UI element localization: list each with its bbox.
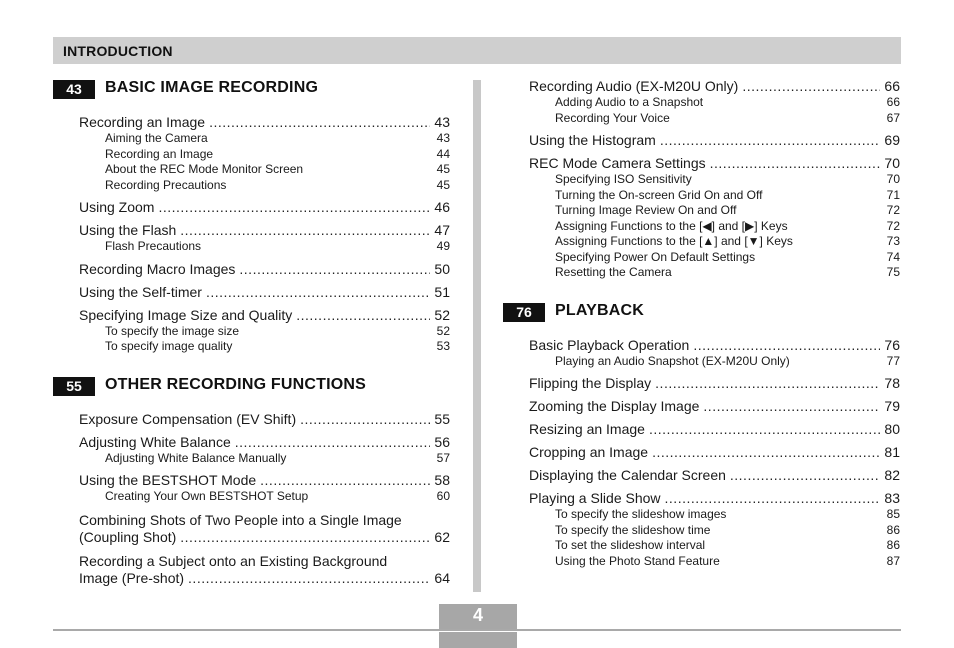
- toc-subentry-title: To specify the slideshow images: [555, 507, 727, 521]
- dot-leader: [710, 155, 881, 172]
- toc-right-column: [503, 78, 900, 569]
- dot-leader: [188, 570, 430, 587]
- toc-subentry-title: To specify the image size: [105, 323, 240, 338]
- toc-entry-page: 51: [434, 283, 450, 300]
- toc-subentry[interactable]: [79, 324, 450, 340]
- dot-leader: [652, 444, 880, 461]
- toc-left-column: [53, 78, 450, 587]
- dot-leader: [655, 375, 880, 392]
- section-number-badge: 55: [53, 377, 95, 396]
- toc-entry-row[interactable]: [79, 114, 450, 131]
- toc-entry[interactable]: [53, 411, 450, 428]
- toc-entry[interactable]: [503, 78, 900, 126]
- toc-subentry-title: Assigning Functions to the [▲] and [▼] Keys: [555, 234, 793, 248]
- toc-entry-title: Basic Playback Operation: [529, 336, 690, 353]
- toc-subentry[interactable]: [79, 147, 450, 163]
- dot-leader: [180, 529, 430, 546]
- toc-entry-row[interactable]: [79, 261, 450, 278]
- toc-subentry-title: Using the Photo Stand Feature: [555, 553, 720, 568]
- toc-subentry[interactable]: [79, 162, 450, 178]
- toc-subentry-page: 85: [886, 507, 900, 521]
- toc-subentry-title: To set the slideshow interval: [555, 538, 706, 552]
- toc-subentry-title: Specifying Power On Default Settings: [555, 249, 756, 264]
- toc-subentry-title: Playing an Audio Snapshot (EX-M20U Only): [555, 353, 790, 368]
- toc-entry[interactable]: [503, 467, 900, 484]
- dot-leader: [742, 78, 880, 95]
- toc-entry-title: (Coupling Shot): [79, 528, 177, 545]
- toc-entry[interactable]: [503, 132, 900, 149]
- section-number-badge: 43: [53, 80, 95, 99]
- toc-entry-title: Exposure Compensation (EV Shift): [79, 410, 297, 427]
- toc-entry-row[interactable]: [529, 337, 900, 354]
- toc-subentry-page: 71: [886, 187, 900, 202]
- dot-leader: [239, 261, 430, 278]
- dot-leader: [693, 337, 880, 354]
- toc-subentry[interactable]: [79, 339, 450, 355]
- toc-subentry-title: Flash Precautions: [105, 239, 202, 253]
- toc-subentry-title: About the REC Mode Monitor Screen: [105, 162, 304, 176]
- toc-entry[interactable]: [53, 552, 450, 587]
- toc-subentry-page: 57: [436, 450, 450, 465]
- toc-entry-row[interactable]: [79, 434, 450, 451]
- toc-entry-row[interactable]: [79, 529, 450, 546]
- toc-subentry-title: Turning Image Review On and Off: [555, 203, 737, 217]
- toc-entry-title: Using the BESTSHOT Mode: [79, 472, 257, 488]
- toc-entry[interactable]: [53, 511, 450, 546]
- toc-entry-page: 55: [434, 410, 450, 427]
- toc-entry-row[interactable]: [79, 472, 450, 489]
- section-title: OTHER RECORDING FUNCTIONS: [105, 375, 366, 393]
- toc-entry-title: Using the Histogram: [529, 132, 656, 148]
- column-divider: [473, 80, 481, 592]
- toc-entry[interactable]: [53, 472, 450, 505]
- toc-entry[interactable]: [503, 375, 900, 392]
- toc-entry[interactable]: [503, 444, 900, 461]
- toc-entry[interactable]: [53, 307, 450, 355]
- toc-entry-title: Adjusting White Balance: [79, 433, 231, 450]
- toc-entry[interactable]: [53, 261, 450, 278]
- toc-entry-row[interactable]: [79, 570, 450, 587]
- toc-entry[interactable]: [53, 222, 450, 255]
- toc-subentry[interactable]: [529, 250, 900, 266]
- section-title: BASIC IMAGE RECORDING: [105, 79, 319, 96]
- toc-subentry[interactable]: [79, 489, 450, 505]
- toc-entry[interactable]: [503, 398, 900, 415]
- toc-subentry-page: 87: [886, 553, 900, 568]
- toc-subentry-page: 72: [886, 218, 900, 233]
- toc-entry-title-line1: Recording a Subject onto an Existing Background: [79, 552, 388, 569]
- toc-subentry[interactable]: [529, 523, 900, 539]
- toc-entry-row[interactable]: [529, 132, 900, 149]
- toc-entry-page: 62: [434, 528, 450, 545]
- toc-subentry-title: To specify image quality: [105, 339, 233, 353]
- toc-entry-title: Displaying the Calendar Screen: [529, 467, 726, 483]
- section-spacer: [503, 281, 900, 301]
- toc-entry-row[interactable]: [529, 398, 900, 415]
- toc-subentry-page: 74: [886, 249, 900, 264]
- toc-subentry-page: 73: [886, 234, 900, 248]
- toc-entry-page: 66: [884, 78, 900, 94]
- toc-subentry[interactable]: [79, 131, 450, 147]
- toc-subentry-page: 86: [886, 522, 900, 537]
- section-title: PLAYBACK: [555, 301, 645, 319]
- toc-subentry-page: 43: [436, 131, 450, 145]
- dot-leader: [730, 467, 881, 484]
- dot-leader: [660, 132, 881, 149]
- toc-entry[interactable]: [503, 155, 900, 281]
- dot-leader: [206, 284, 430, 301]
- toc-subentry[interactable]: [529, 95, 900, 111]
- toc-entry-page: 58: [434, 472, 450, 488]
- dot-leader: [180, 222, 430, 239]
- toc-subentry-page: 77: [886, 353, 900, 368]
- toc-subentry-title: Adjusting White Balance Manually: [105, 450, 287, 465]
- toc-entry[interactable]: [53, 199, 450, 216]
- toc-entry[interactable]: [503, 421, 900, 438]
- section-spacer: [53, 355, 450, 375]
- page-number: 4: [472, 605, 483, 625]
- toc-subentry-title: Recording Precautions: [105, 177, 227, 192]
- toc-subentry-title: Recording Your Voice: [555, 110, 670, 125]
- toc-subentry-page: 72: [886, 203, 900, 217]
- toc-subentry[interactable]: [529, 538, 900, 554]
- toc-entry-page: 69: [884, 132, 900, 148]
- toc-subentry[interactable]: [529, 188, 900, 204]
- header-band: [53, 37, 901, 64]
- toc-entry-title: Using the Flash: [79, 222, 177, 238]
- toc-entry-title: Image (Pre-shot): [79, 569, 185, 586]
- toc-subentry-title: Resetting the Camera: [555, 265, 672, 279]
- dot-leader: [235, 434, 431, 451]
- page-number-box: [439, 604, 517, 644]
- toc-subentry-title: To specify the slideshow time: [555, 522, 711, 537]
- toc-subentry-page: 66: [886, 95, 900, 109]
- toc-subentry-title: Creating Your Own BESTSHOT Setup: [105, 489, 309, 503]
- toc-entry-title: Recording Audio (EX-M20U Only): [529, 78, 739, 94]
- toc-entry-page: 64: [434, 569, 450, 586]
- toc-subentry-page: 86: [886, 538, 900, 552]
- toc-entry-row[interactable]: [79, 222, 450, 239]
- toc-subentry[interactable]: [79, 178, 450, 194]
- toc-entry-title: REC Mode Camera Settings: [529, 155, 706, 171]
- toc-subentry[interactable]: [79, 451, 450, 467]
- toc-entry[interactable]: [53, 114, 450, 193]
- toc-subentry-page: 44: [436, 146, 450, 161]
- toc-entry[interactable]: [53, 284, 450, 301]
- toc-entry-page: 56: [434, 433, 450, 450]
- dot-leader: [209, 114, 430, 131]
- toc-subentry-page: 53: [436, 339, 450, 353]
- toc-entry-page: 47: [434, 222, 450, 238]
- toc-entry-title: Recording Macro Images: [79, 260, 236, 277]
- toc-subentry-page: 52: [436, 323, 450, 338]
- toc-entry-row[interactable]: [529, 444, 900, 461]
- toc-entry-row[interactable]: [79, 307, 450, 324]
- toc-subentry[interactable]: [529, 354, 900, 370]
- section-heading: [53, 78, 450, 100]
- toc-subentry-title: Turning the On-screen Grid On and Off: [555, 187, 763, 202]
- toc-entry-title: Resizing an Image: [529, 421, 645, 437]
- toc-entry-row[interactable]: [529, 375, 900, 392]
- toc-subentry[interactable]: [529, 203, 900, 219]
- toc-entry[interactable]: [53, 434, 450, 467]
- toc-entry-row[interactable]: [529, 467, 900, 484]
- dot-leader: [260, 472, 430, 489]
- toc-entry-page: 78: [884, 375, 900, 391]
- toc-entry-row[interactable]: [79, 284, 450, 301]
- toc-subentry-page: 75: [886, 265, 900, 279]
- dot-leader: [703, 398, 880, 415]
- toc-entry-title: Using the Self-timer: [79, 283, 202, 300]
- toc-entry-title: Zooming the Display Image: [529, 398, 700, 414]
- section-heading: [503, 301, 900, 323]
- toc-subentry[interactable]: [79, 239, 450, 255]
- dot-leader: [665, 490, 881, 507]
- toc-entry-title: Flipping the Display: [529, 375, 652, 391]
- toc-entry-title: Specifying Image Size and Quality: [79, 306, 293, 323]
- toc-entry-page: 46: [434, 199, 450, 215]
- toc-entry-title: Cropping an Image: [529, 444, 649, 460]
- dot-leader: [296, 307, 430, 324]
- toc-entry-page: 79: [884, 398, 900, 414]
- toc-subentry-title: Specifying ISO Sensitivity: [555, 172, 692, 186]
- toc-entry[interactable]: [503, 337, 900, 370]
- toc-entry-row[interactable]: [79, 199, 450, 216]
- toc-subentry-page: 49: [436, 239, 450, 253]
- toc-entry-row[interactable]: [529, 490, 900, 507]
- toc-entry-page: 82: [884, 467, 900, 483]
- toc-subentry-page: 60: [436, 489, 450, 503]
- toc-continued-entries: [503, 78, 900, 281]
- toc-entry-page: 83: [884, 490, 900, 506]
- toc-subentry[interactable]: [529, 219, 900, 235]
- toc-entry-row[interactable]: [529, 155, 900, 172]
- toc-subentry[interactable]: [529, 265, 900, 281]
- header-title: INTRODUCTION: [63, 43, 173, 59]
- toc-subentry-title: Recording an Image: [105, 146, 214, 161]
- toc-subentry-title: Adding Audio to a Snapshot: [555, 95, 704, 109]
- dot-leader: [300, 411, 430, 428]
- toc-subentry[interactable]: [529, 507, 900, 523]
- toc-entry-page: 81: [884, 444, 900, 460]
- toc-subentry[interactable]: [529, 554, 900, 570]
- section-heading: [53, 375, 450, 397]
- toc-subentry[interactable]: [529, 172, 900, 188]
- toc-entry-title: Using Zoom: [79, 199, 155, 215]
- toc-entry-page: 43: [434, 114, 450, 130]
- toc-entry-page: 70: [884, 155, 900, 171]
- toc-entry-row[interactable]: [79, 411, 450, 428]
- toc-subentry-page: 45: [436, 162, 450, 176]
- toc-entry-page: 50: [434, 260, 450, 277]
- toc-subentry-page: 67: [886, 110, 900, 125]
- toc-subentry-page: 70: [886, 172, 900, 186]
- toc-subentry-page: 45: [436, 177, 450, 192]
- dot-leader: [158, 199, 430, 216]
- dot-leader: [649, 421, 880, 438]
- toc-subentry-title: Assigning Functions to the [◀] and [▶] Keys: [555, 218, 788, 233]
- toc-entry-page: 76: [884, 336, 900, 353]
- toc-entry-title: Playing a Slide Show: [529, 490, 661, 506]
- toc-entry-title: Recording an Image: [79, 114, 206, 130]
- section-number-badge: 76: [503, 303, 545, 322]
- toc-entry[interactable]: [503, 490, 900, 569]
- toc-entry-row[interactable]: [529, 78, 900, 95]
- toc-entry-row[interactable]: [529, 421, 900, 438]
- toc-subentry[interactable]: [529, 111, 900, 127]
- toc-subentry[interactable]: [529, 234, 900, 250]
- toc-entry-page: 80: [884, 421, 900, 437]
- toc-subentry-title: Aiming the Camera: [105, 131, 208, 145]
- toc-entry-title-line1: Combining Shots of Two People into a Single Image: [79, 511, 402, 528]
- toc-entry-page: 52: [434, 306, 450, 323]
